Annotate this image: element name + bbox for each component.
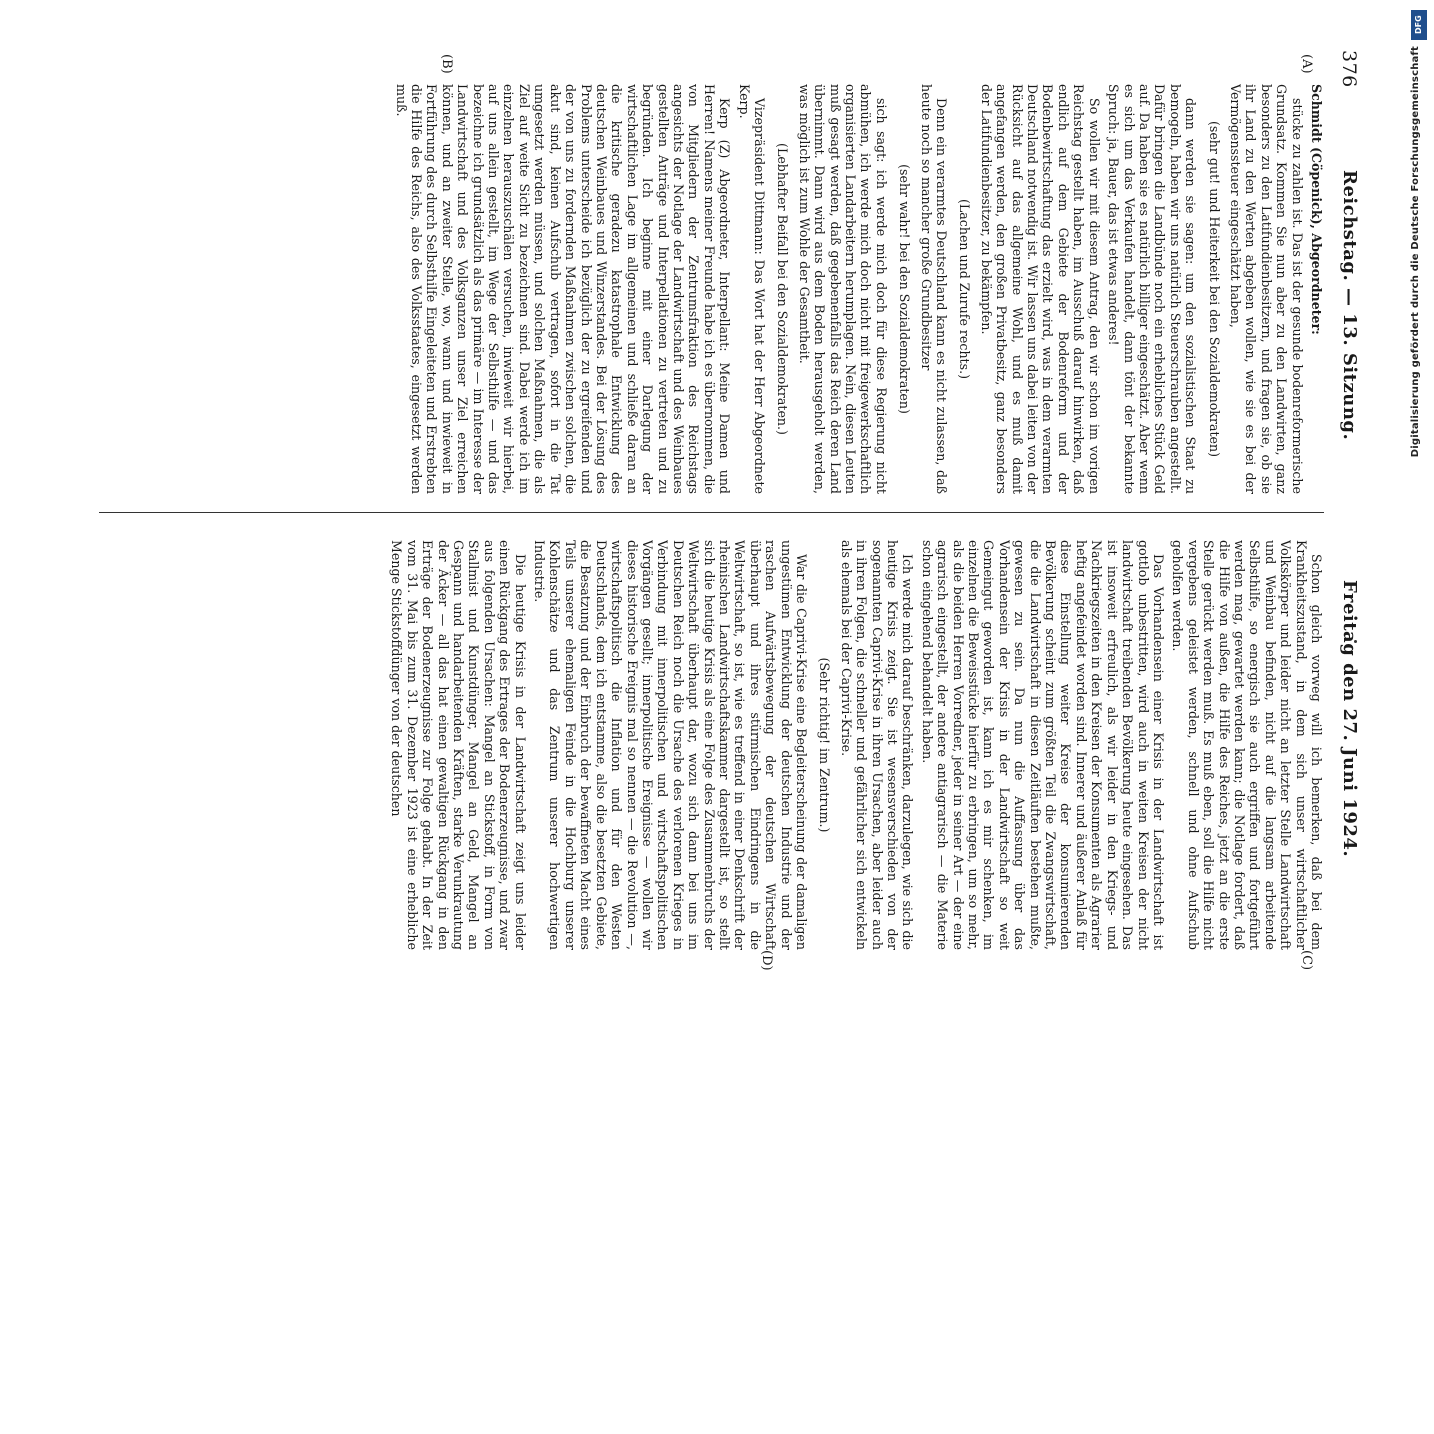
paragraph: Ich werde mich darauf beschränken, darzulegen, wie sich die heutige Krisis zeigt. Sie ist wesensverschieden von der sogenannten Caprivi-Krise in ihren Ursachen, aber leider auch in ihren Folgen, die schneller und gefährlicher sich entwickeln als ehemals bei der Caprivi-Krise.: [838, 540, 916, 950]
margin-marker-a: (A): [1299, 54, 1314, 74]
left-text-column: [94, 84, 1324, 494]
margin-marker-d: (D): [759, 950, 774, 971]
margin-marker-c: (C): [1299, 950, 1314, 971]
paragraph: Die heutige Krisis in der Landwirtschaft zeigt uns leider einen Rückgang des Ertrages der Bodenerzeugnisse, und zwar aus folgenden Ursachen: Mangel an Stickstoff, in Form von Stallmist und Kunstdünger, Mangel an Geld, Mangel an Gespann und handarbeitenden Kräften, starke Verunkrautung der Äcker — all das hat einen gewaltigen Rückgang in den Erträge der Bodenerzeugnisse zur Folge gehabt. In der Zeit vom 31. Mai bis zum 31. Dezember 1923 ist eine erhebliche Menge Stickstoffdünger von der deutschen: [389, 540, 528, 950]
interjection: (Lachen und Zurufe rechts.): [957, 199, 973, 379]
paragraph: sich sagt: ich werde mich doch für diese Regierung nicht abmühen, ich werde mich doch nicht mit freigewerkschaftlich organisierten Landarbeitern herumplagen. Nein, diesen Leuten muß gesagt werden, daß gegebenenfalls das Reich deren Land übernimmt. Dann wird aus dem Boden herausgeholt werden, was möglich ist zum Wohle der Gesamtheit.: [796, 84, 889, 494]
interjection: (sehr gut! und Heiterkeit bei den Sozialdemokraten): [1206, 120, 1222, 458]
paragraph: Vizepräsident Dittmann: Das Wort hat der Herr Abgeordnete Kerp.: [736, 84, 767, 494]
paragraph: Denn ein verarmtes Deutschland kann es nicht zulassen, daß heute noch so mancher große Grundbesitzer: [918, 84, 950, 494]
interjection: (sehr wahr! bei den Sozialdemokraten): [897, 164, 913, 414]
speaker-line: Schmidt (Cöpenick), Abgeordneter:: [1309, 84, 1324, 335]
paragraph: Das Vorhandensein einer Krisis in der Landwirtschaft ist gottlob unbestritten, wird auch in weiten Kreisen der nicht landwirtschaft treibenden Bevölkerung heute eingesehen. Das ist insoweit erfreulich, als wir leider in den Kriegs- und Nachkriegszeiten in den Kreisen der Konsumenten als Agrarier heftig angefeindet worden sind. Innerer und äußerer Anlaß für diese Einstellung weiter Kreise der konsumierenden Bevölkerung scheint zum größten Teil die Zwangswirtschaft, die die Landwirtschaft in diesen Zeitläuften bestehen mußte, gewesen zu sein. Da nun die Auffassung über das Vorhandensein der Krisis in der Landwirtschaft so weit Gemeingut geworden ist, kann ich es mir schenken, im einzelnen die Beweisstücke hierfür zu erbringen, um so mehr, als die beiden Herren Vorredner, jeder in seiner Art — der eine agrarisch eingestellt, der andere antiagrarisch — die Materie schon eingehend behandelt haben.: [919, 540, 1166, 950]
right-text-column: [94, 540, 1324, 950]
page-header: [1330, 40, 1364, 970]
paragraph: Kerp (Z) Abgeordneter, Interpellant: Meine Damen und Herren! Namens meiner Freunde habe ich es übernommen, die von Mitgliedern der Zentrumsfraktion des Reichstags angesichts der Notlage der Landwirtschaft und des Weinbaues gestellten Anträge und Interpellationen zu vertreten und zu begründen. Ich beginne mit einer Darlegung der wirtschaftlichen Lage im allgemeinen und schließe daran an die kritische geradezu katastrophale Entwicklung des deutschen Weinbaues und Winzerstandes. Bei der Lösung des Problems unterscheide ich bezüglich der zu ergreifenden und der von uns zu fordernden Maßnahmen zwischen solchen, die akut sind, keinen Aufschub vertragen, sofort in die Tat umgesetzt werden müssen, und solchen Maßnahmen, die als Ziel auf weite Sicht zu bezeichnen sind. Dabei werde ich im einzelnen herauszuschälen versuchen, inwieweit wir hierbei, auf uns allein gestellt, im Wege der Selbsthilfe — und das bezeichne ich grundsätzlich als das primäre — im Interesse der Landwirtschaft und des Volksganzen unser Ziel erreichen können, und an zweiter Stelle, wo, wann und inwieweit in Fortführung des durch Selbsthilfe Eingeleiteten und Erstrebten die Hilfe des Reichs, also des Volksstaates, eingesetzt werden muß.: [393, 84, 733, 494]
dfg-credit-text: Digitalisierung gefördert durch die Deutsche Forschungsgemeinschaft: [1410, 46, 1421, 458]
dfg-credit: [1410, 6, 1428, 986]
paragraph: War die Caprivi-Krise eine Begleiterscheinung der damaligen ungestümen Entwicklung der deutschen Industrie und der raschen Aufwärtsbewegung der deutschen Wirtschaft überhaupt und ihres stürmischen Eindringens in die Weltwirtschaft, so ist, wie es treffend in einer Denkschrift der rheinischen Landwirtschaftskammer dargestellt ist, so stellt sich die heutige Krisis als eine Folge des Zusammenbruchs der Weltwirtschaft überhaupt dar, wozu sich dann bei uns im Deutschen Reich noch die Ursache des verlorenen Krieges in Verbindung mit innerpolitischen und wirtschaftspolitischen Vorgängen gesellt; innerpolitische Ereignisse — wollen wir dieses historische Ereignis mal so nennen — die Revolution —, wirtschaftspolitisch die Inflation und für den Westen Deutschlands, dem ich entstamme, also die besetzten Gebiete, die Besatzung und der Einbruch der bewaffneten Macht eines Teils unserer ehemaligen Feinde in die Hochburg unserer Kohlenschätze und das Zentrum unserer hochwertigen Industrie.: [532, 540, 809, 950]
paragraph: dann werden sie sagen: um den sozialistischen Staat zu bemogeln, haben wir uns natürlich Steuerschrauben angestellt. Dafür bringen die Landbünde noch ein erhebliches Stück Geld auf. Da haben sie es natürlich billiger eingeschätzt. Aber wenn es sich um das Verkaufen handelt, dann tönt der bekannte Spruch: ja, Bauer, das ist etwas anderes!: [1106, 84, 1199, 494]
page-number: 376: [1338, 50, 1360, 88]
paragraph: Schon gleich vorweg will ich bemerken, daß bei dem Krankheitszustand, in dem sich unser wirtschaftlicher Volkskörper und leider nicht an letzter Stelle Landwirtschaft und Weinbau befinden, nicht auf die langsam arbeitende Selbsthilfe, so energisch sie auch ergriffen und fortgeführt werden mag, gewartet werden kann; die Notlage fordert, daß die Hilfe von außen, die Hilfe des Reiches, jetzt an die erste Stelle gerückt werden muß. Es muß eben, soll die Hilfe nicht vergebens geleistet werden, schnell und ohne Aufschub geholfen werden.: [1170, 540, 1324, 950]
document-page: [74, 40, 1364, 970]
interjection: (Sehr richtig! im Zentrum.): [817, 657, 833, 833]
paragraph: stücke zu zahlen ist. Das ist der gesunde bodenreformerische Grundsatz. Kommen Sie nun aber zu den Landwirten, ganz besonders zu den Latifundienbesitzern, und fragen sie, ob sie ihr Land zu den Werten abgeben wollen, wie sie es bei der Vermögenssteuer eingeschätzt haben,: [1227, 84, 1305, 494]
column-divider: [99, 512, 1324, 513]
margin-marker-b: (B): [439, 54, 454, 74]
dfg-logo: DFG: [1411, 10, 1427, 40]
left-running-title: Reichstag. — 13. Sitzung.: [1339, 170, 1360, 441]
interjection: (Lebhafter Beifall bei den Sozialdemokraten.): [775, 143, 791, 435]
paragraph: So wollen wir mit diesem Antrag, den wir schon im vorigen Reichstag gestellt haben, im Ausschuß darauf hinwirken, daß endlich auf dem Gebiete der Bodenreform und der Bodenbewirtschaftung das erzielt wird, was in dem verarmten Deutschland notwendig ist. Wir lassen uns dabei leiten von der Rücksicht auf das allgemeine Wohl, und es muß damit angefangen werden, den großen Privatbesitz, ganz besonders der Latifundienbesitzer, zu bekämpfen.: [978, 84, 1102, 494]
right-running-title: Freitag den 27. Juni 1924.: [1339, 580, 1360, 858]
